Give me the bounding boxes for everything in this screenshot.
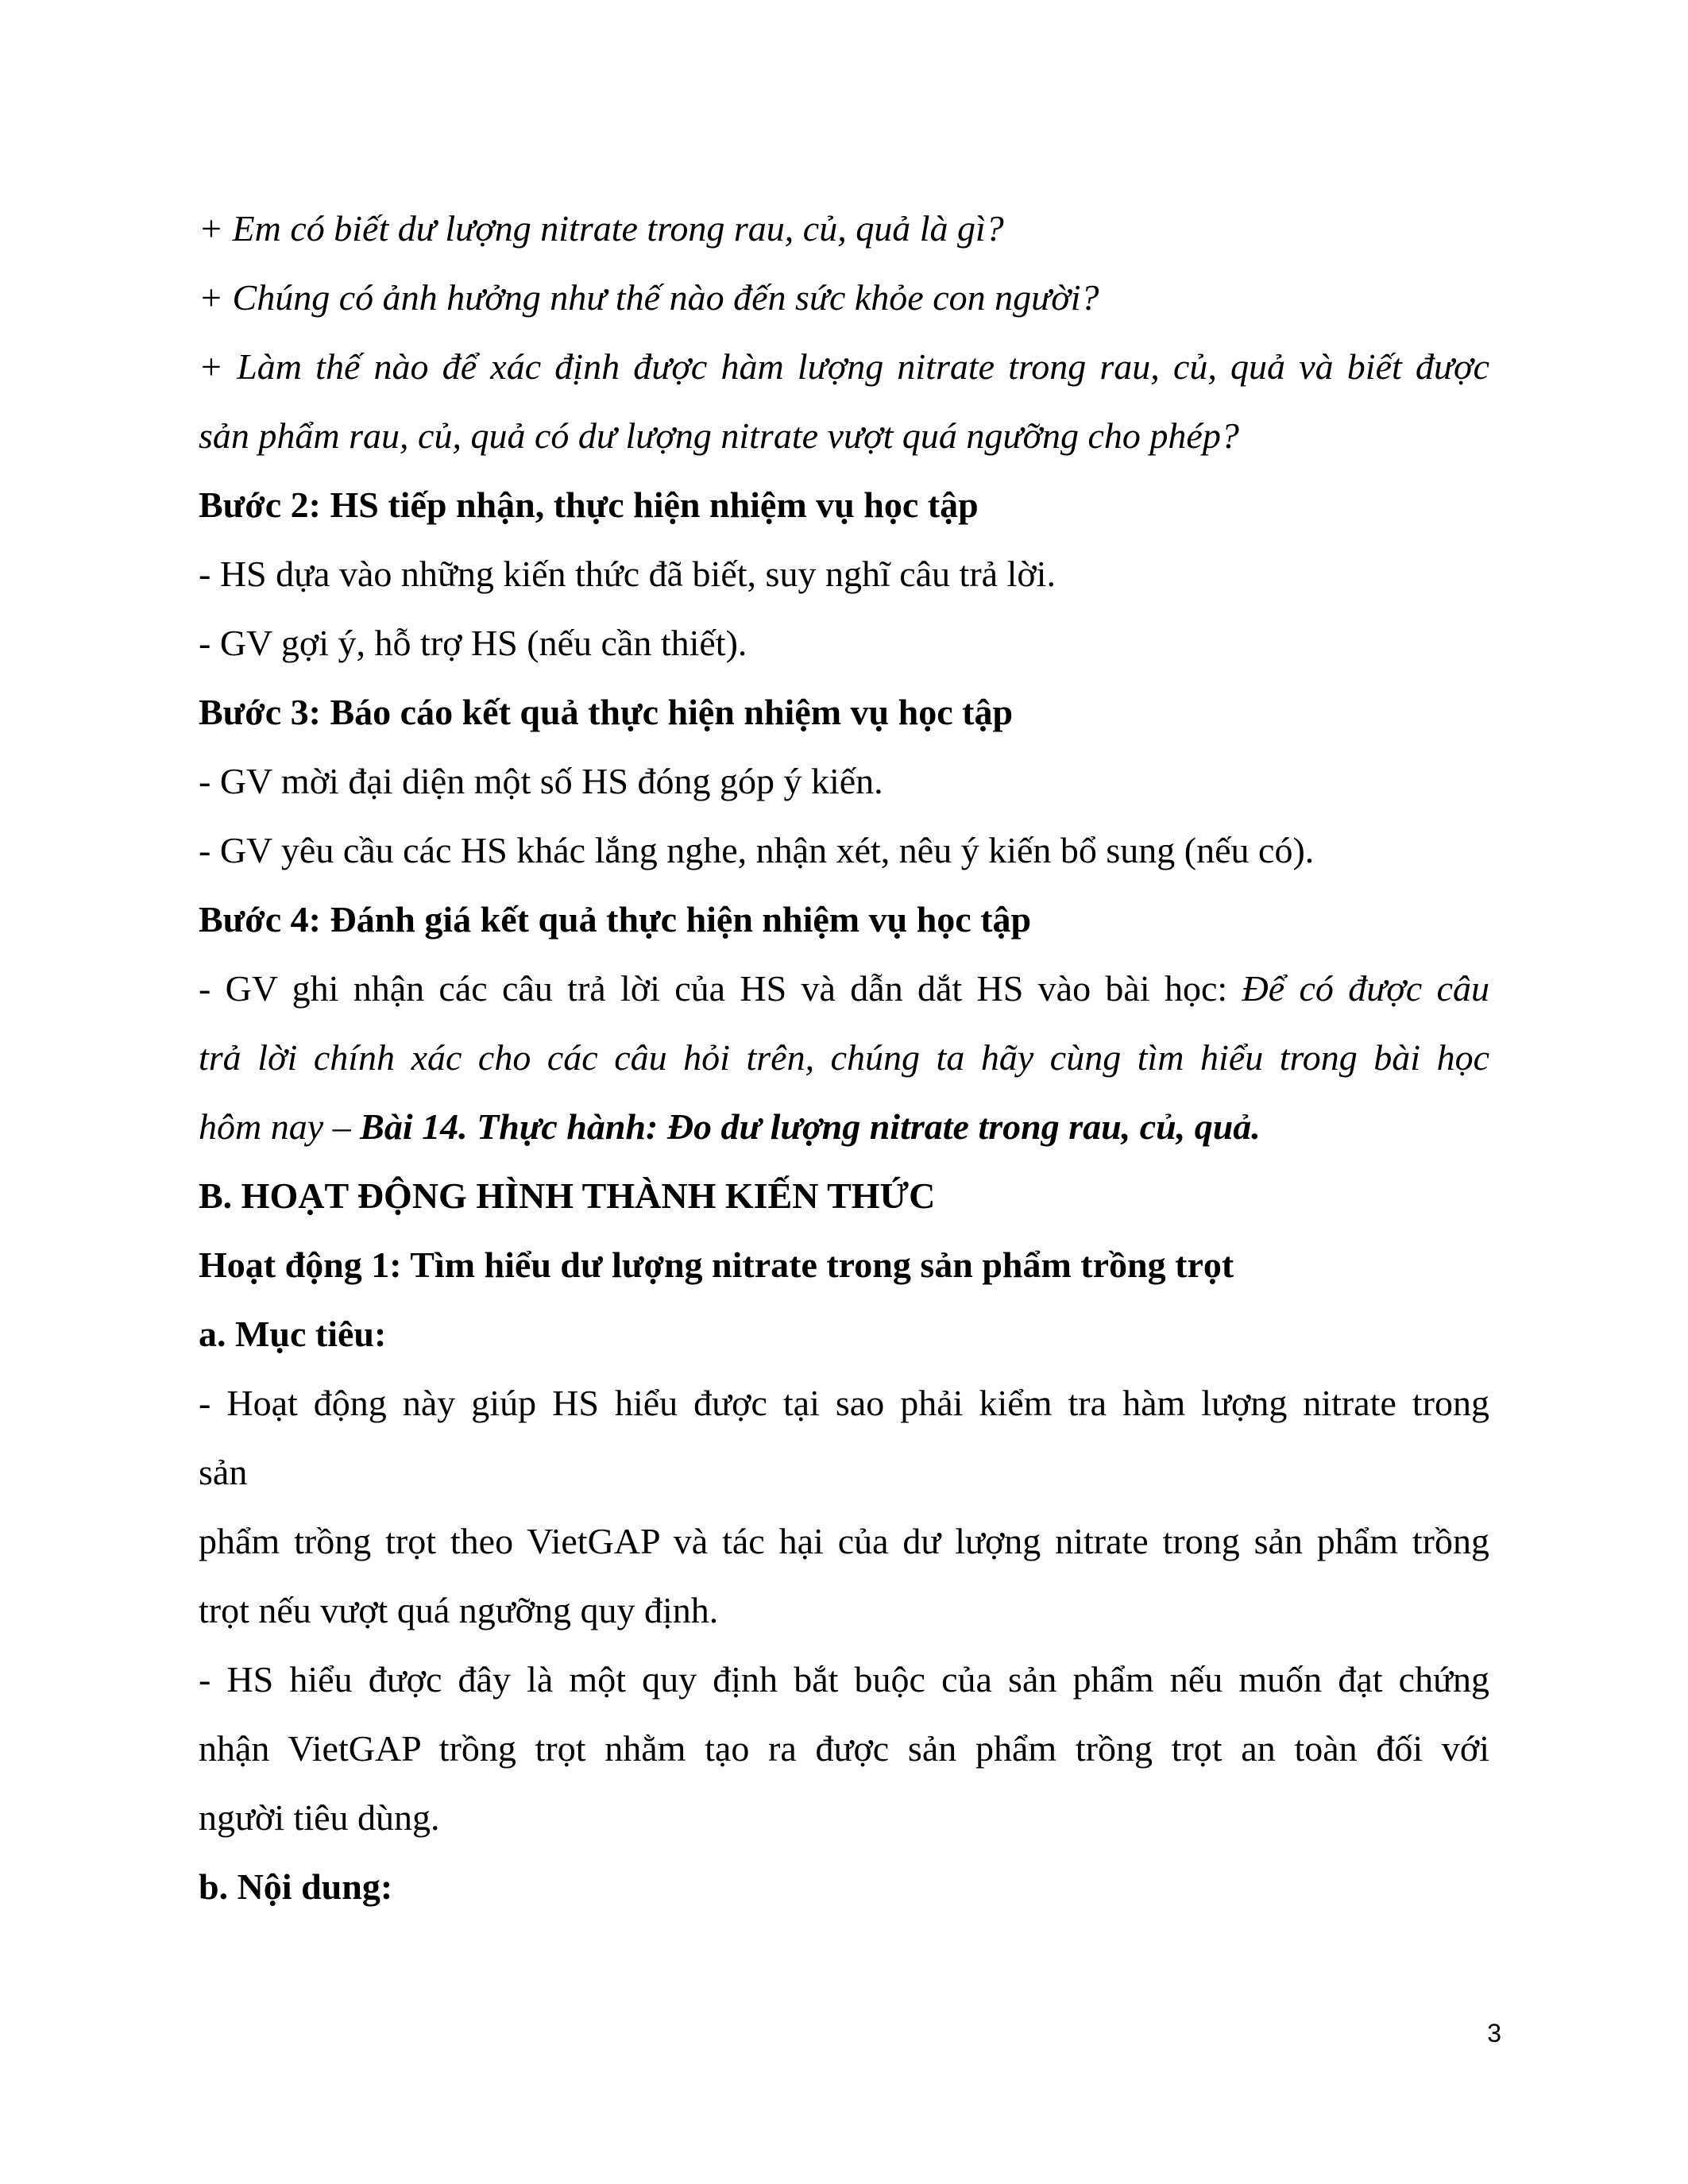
- objective-2-line-1: - HS hiểu được đây là một quy định bắt buộc của sản phẩm nếu muốn đạt chứng: [199, 1659, 1489, 1700]
- step-4-paragraph-line-3: [199, 1092, 1489, 1161]
- objective-2-line-2: nhận VietGAP trồng trọt nhằm tạo ra được sản phẩm trồng trọt an toàn đối với: [199, 1728, 1489, 1769]
- step-2-heading: Bước 2: HS tiếp nhận, thực hiện nhiệm vụ học tập: [199, 484, 979, 525]
- section-b-heading: B. HOẠT ĐỘNG HÌNH THÀNH KIẾN THỨC: [199, 1175, 936, 1216]
- objective-2-line-3: người tiêu dùng.: [199, 1797, 440, 1838]
- step-3-item-2: - GV yêu cầu các HS khác lắng nghe, nhận xét, nêu ý kiến bổ sung (nếu có).: [199, 830, 1315, 870]
- step-4-paragraph-line-2: trả lời chính xác cho các câu hỏi trên, chúng ta hãy cùng tìm hiểu trong bài học: [199, 1037, 1489, 1078]
- question-1: + Em có biết dư lượng nitrate trong rau, củ, quả là gì?: [199, 208, 1004, 249]
- step-2-item-2: - GV gợi ý, hỗ trợ HS (nếu cần thiết).: [199, 623, 747, 663]
- activity-1-heading: Hoạt động 1: Tìm hiểu dư lượng nitrate trong sản phẩm trồng trọt: [199, 1244, 1234, 1285]
- objective-1-line-4: trọt nếu vượt quá ngưỡng quy định.: [199, 1590, 719, 1630]
- lesson-title: Bài 14. Thực hành: Đo dư lượng nitrate trong rau, củ, quả.: [360, 1106, 1261, 1147]
- objective-heading: a. Mục tiêu:: [199, 1314, 387, 1354]
- objective-1-line-1: - Hoạt động này giúp HS hiểu được tại sao phải kiểm tra hàm lượng nitrate trong: [199, 1383, 1489, 1423]
- objective-1-line-2: sản: [199, 1452, 248, 1492]
- page-number: 3: [1487, 2019, 1501, 2047]
- step-4-italic-lead: hôm nay –: [199, 1106, 361, 1147]
- step-3-item-1: - GV mời đại diện một số HS đóng góp ý kiến.: [199, 761, 883, 801]
- document-body: [199, 194, 1489, 1921]
- step-4-heading: Bước 4: Đánh giá kết quả thực hiện nhiệm vụ học tập: [199, 899, 1032, 940]
- question-3-line-1: + Làm thế nào để xác định được hàm lượng nitrate trong rau, củ, quả và biết được: [199, 346, 1489, 387]
- step-4-paragraph-line-1: [199, 954, 1489, 1023]
- step-4-plain-text: - GV ghi nhận các câu trả lời của HS và dẫn dắt HS vào bài học:: [199, 968, 1242, 1009]
- step-3-heading: Bước 3: Báo cáo kết quả thực hiện nhiệm vụ học tập: [199, 692, 1014, 732]
- step-2-item-1: - HS dựa vào những kiến thức đã biết, suy nghĩ câu trả lời.: [199, 554, 1056, 594]
- step-4-italic-text: Để có được câu: [1242, 968, 1489, 1009]
- question-3-line-2: sản phẩm rau, củ, quả có dư lượng nitrate vượt quá ngưỡng cho phép?: [199, 415, 1239, 456]
- question-2: + Chúng có ảnh hưởng như thế nào đến sức khỏe con người?: [199, 277, 1099, 318]
- objective-1-line-3: phẩm trồng trọt theo VietGAP và tác hại của dư lượng nitrate trong sản phẩm trồng: [199, 1521, 1489, 1561]
- content-heading: b. Nội dung:: [199, 1866, 393, 1907]
